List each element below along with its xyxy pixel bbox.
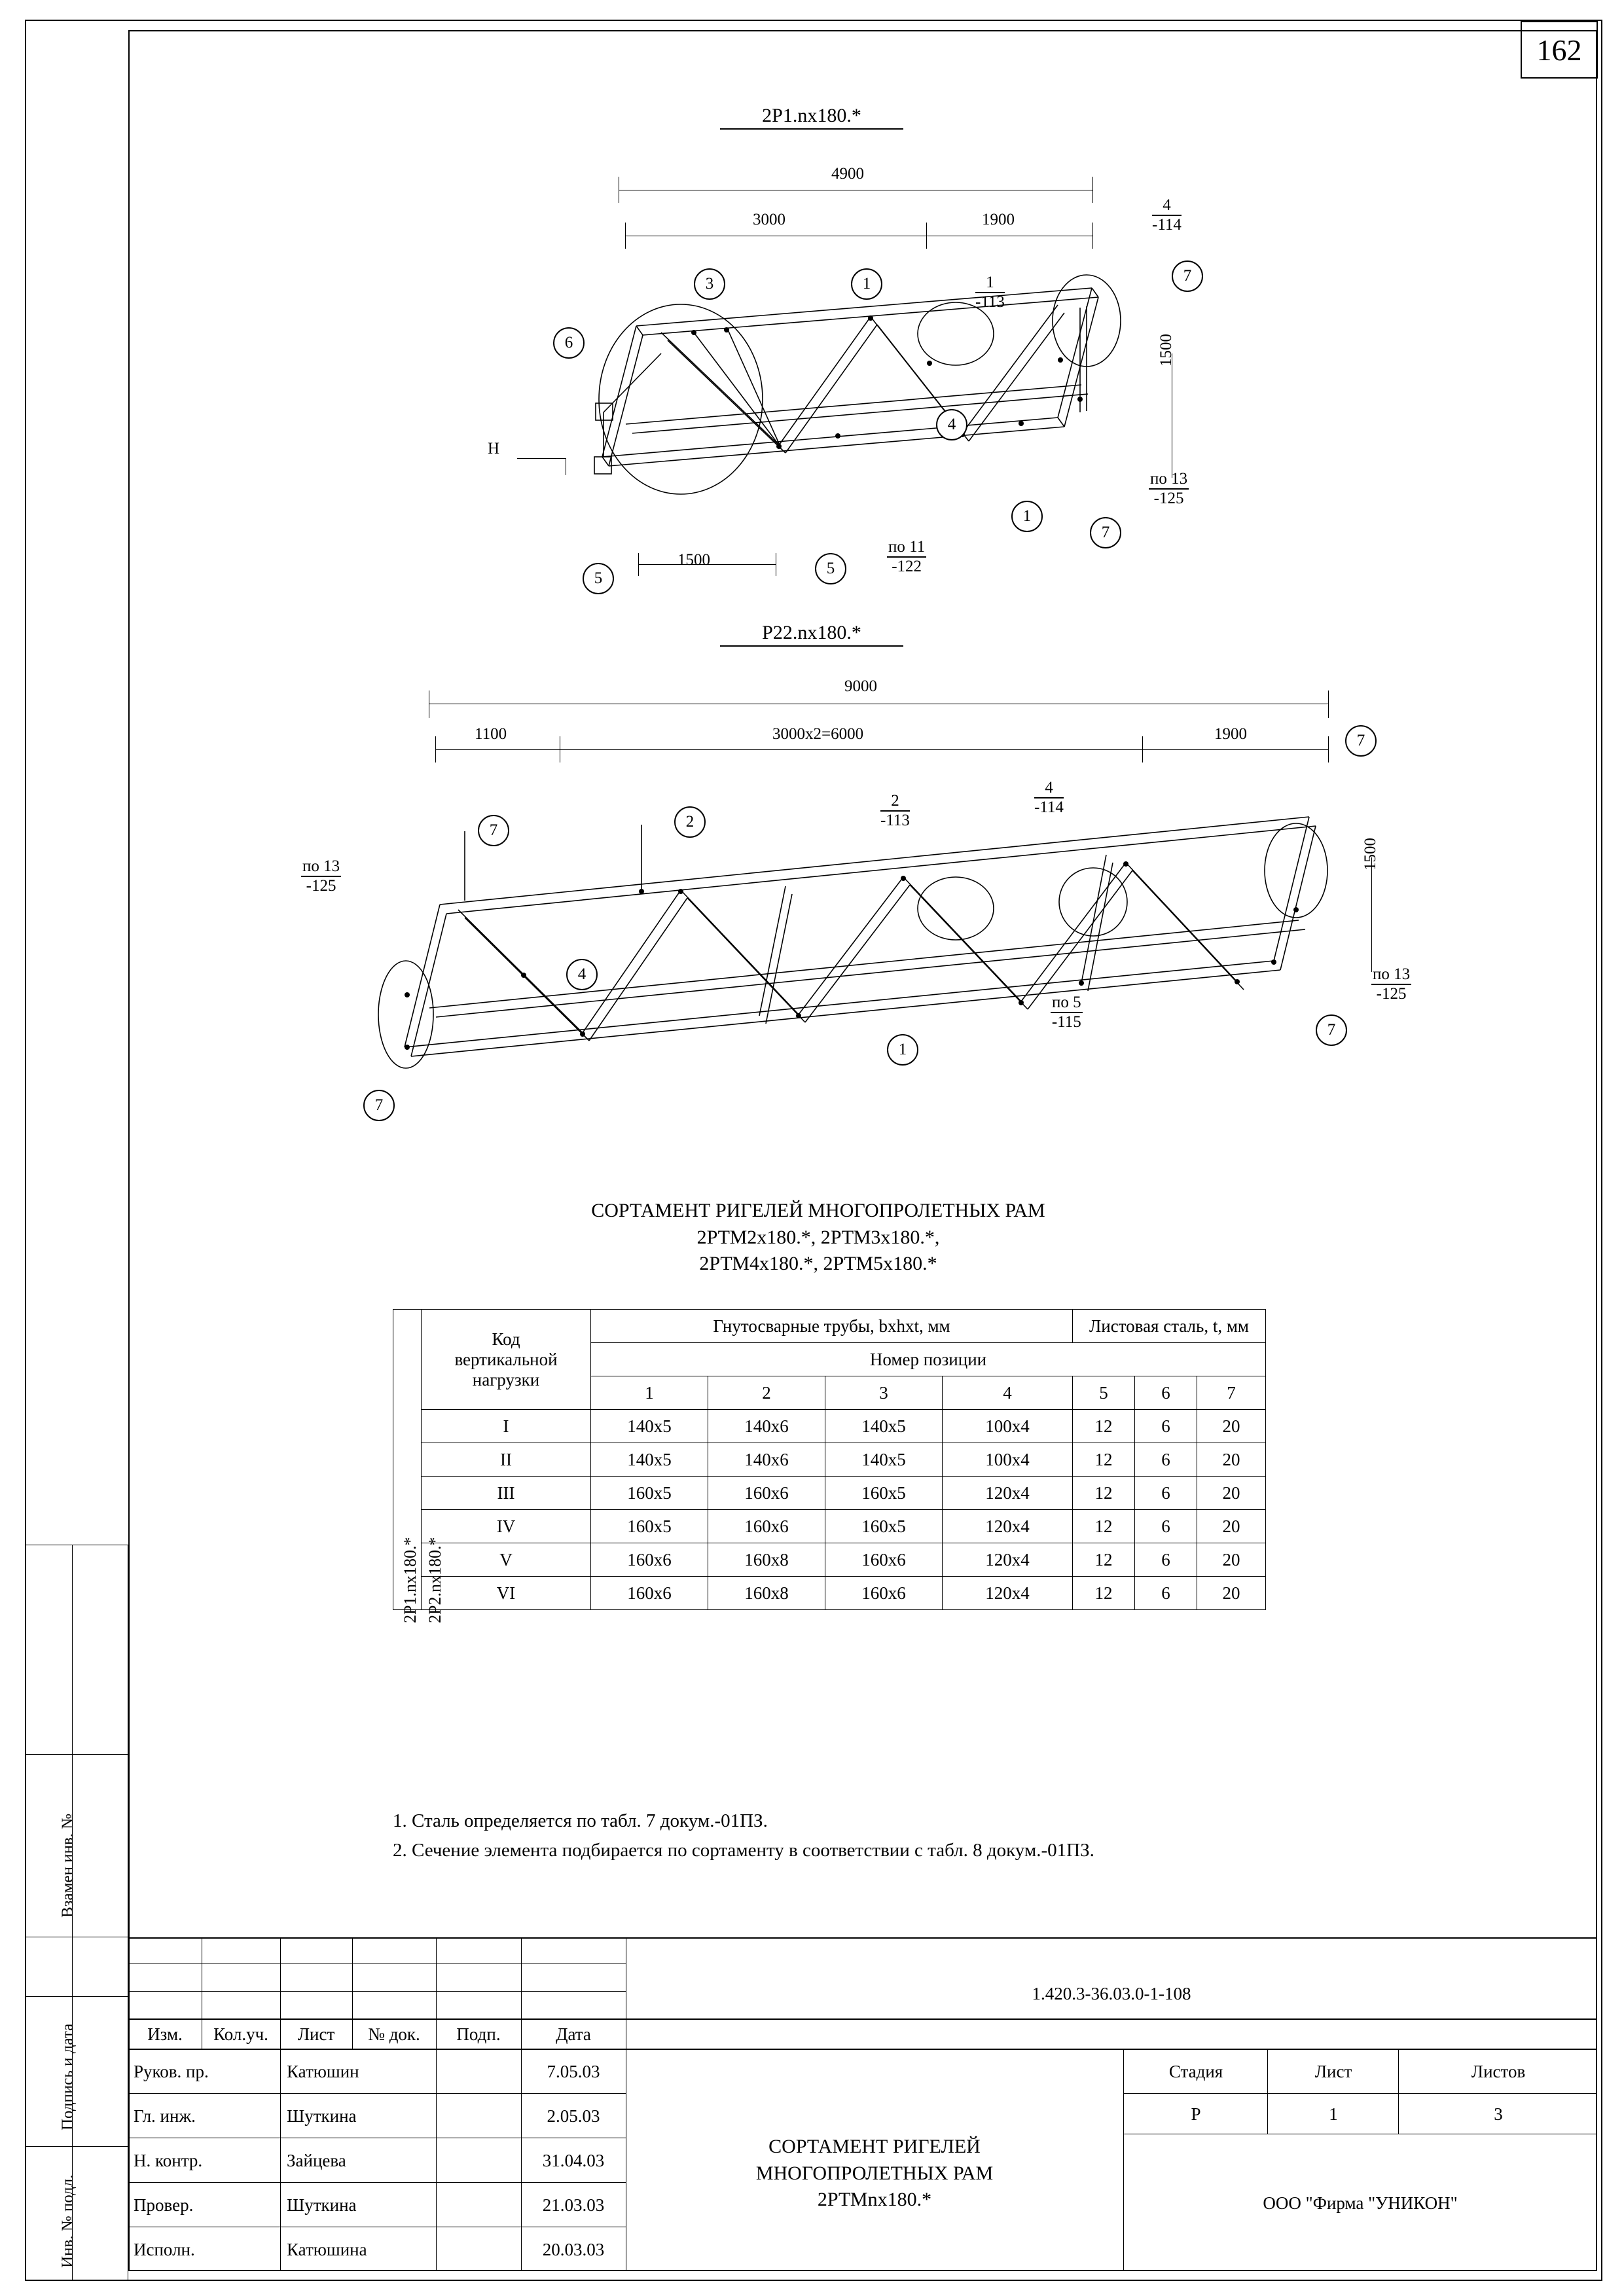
d1-leader-4-114: 4 -114 [1152, 196, 1182, 234]
sheet-number-box [1521, 21, 1598, 79]
row-code: I [422, 1410, 591, 1443]
drawing2-title: P22.nx180.* [720, 622, 903, 647]
stamp-doc-code: 1.420.3-36.03.0-1-108 [1032, 1983, 1191, 2003]
d1-bubble-6: 6 [553, 327, 585, 359]
cell: 140х6 [708, 1410, 825, 1443]
cell: 160х6 [708, 1510, 825, 1543]
cell: 160х5 [591, 1477, 708, 1510]
d1-dim-total: 4900 [831, 165, 864, 183]
stamp-doc-title-l1: СОРТАМЕНТ РИГЕЛЕЙ [768, 2136, 981, 2157]
table-col-4: 4 [943, 1376, 1073, 1410]
stamp-listov-header: Листов [1471, 2061, 1526, 2081]
cell: 120х4 [943, 1543, 1073, 1577]
stamp-stage-v1 [1267, 2049, 1268, 2134]
row-code: V [422, 1543, 591, 1577]
d1-leader-1-113: 1 -113 [975, 274, 1005, 311]
cell: 140х5 [825, 1443, 943, 1477]
d1-dim-sub-tick-l [625, 223, 626, 249]
cell: 6 [1135, 1577, 1197, 1610]
d1-bubble-4: 4 [936, 409, 967, 440]
cell: 6 [1135, 1510, 1197, 1543]
stamp-col-koluch: Кол.уч. [213, 2024, 268, 2044]
drawing2-truss [367, 785, 1414, 1152]
stamp-doc-title-l2: МНОГОПРОЛЕТНЫХ РАМ [755, 2162, 994, 2184]
stamp-col-izm: Изм. [147, 2024, 183, 2044]
stamp-doc-title [626, 2134, 1123, 2214]
cell: 12 [1073, 1410, 1135, 1443]
sortament-title-line3: 2РТМ4х180.*, 2РТМ5х180.* [699, 1253, 937, 1274]
cell: 12 [1073, 1577, 1135, 1610]
table-col-2: 2 [708, 1376, 825, 1410]
cell: 20 [1197, 1543, 1266, 1577]
cell: 160х5 [591, 1510, 708, 1543]
d1-marker-H-line [517, 458, 566, 459]
cell: 160х6 [825, 1543, 943, 1577]
stamp-doc-title-l3: 2РТМnх180.* [817, 2189, 932, 2210]
d2-bubble-2: 2 [674, 806, 706, 838]
row-code: VI [422, 1577, 591, 1610]
stamp-col-data: Дата [556, 2024, 591, 2044]
sortament-title [393, 1198, 1244, 1278]
row-code: III [422, 1477, 591, 1510]
d1-dim-right: 1900 [982, 211, 1015, 228]
cell: 12 [1073, 1510, 1135, 1543]
stamp-date-5: 20.03.03 [542, 2239, 605, 2259]
stamp-col-ndok: № док. [368, 2024, 420, 2044]
d1-dim-sub-tick-m [926, 223, 927, 249]
cell: 140х5 [591, 1410, 708, 1443]
d2-dim-sub-t4 [1328, 736, 1329, 762]
d2-bubble-1: 1 [887, 1034, 918, 1066]
stamp-date-3: 31.04.03 [542, 2150, 605, 2170]
d2-bubble-7-bottomleft: 7 [363, 1090, 395, 1121]
stamp-date-4: 21.03.03 [542, 2195, 605, 2215]
d2-dim-height: 1500 [1362, 838, 1379, 870]
row-code: II [422, 1443, 591, 1477]
cell: 140х5 [591, 1443, 708, 1477]
sortament-title-line2: 2РТМ2х180.*, 2РТМ3х180.*, [696, 1226, 940, 1248]
d1-dim-height: 1500 [1157, 334, 1175, 367]
cell: 20 [1197, 1510, 1266, 1543]
cell: 20 [1197, 1477, 1266, 1510]
cell: 140х5 [825, 1410, 943, 1443]
drawing1-title: 2P1.nx180.* [720, 105, 903, 130]
stamp-date-1: 7.05.03 [547, 2061, 600, 2081]
cell: 20 [1197, 1443, 1266, 1477]
d1-leader-po13-125: по 13 -125 [1150, 470, 1188, 507]
table-row [393, 1543, 1266, 1577]
cell: 160х5 [825, 1510, 943, 1543]
d2-leader-4-114: 4 -114 [1034, 779, 1064, 816]
d2-leader-po13-right: по 13 -125 [1373, 965, 1411, 1003]
title-block [128, 1937, 1597, 2271]
table-header-pipes: Гнутосварные трубы, bxhxt, мм [591, 1310, 1073, 1343]
table-col-6: 6 [1135, 1376, 1197, 1410]
table-row [393, 1577, 1266, 1610]
table-side-label-text2: 2Р2.nх180.* [425, 1537, 444, 1623]
label-podpis-data: Подпись и дата [59, 2023, 77, 2130]
stamp-grid-h2 [128, 1991, 626, 1992]
note-1: 1. Сталь определяется по табл. 7 докум.-01ПЗ. [393, 1810, 768, 1831]
cell: 6 [1135, 1443, 1197, 1477]
d2-dim-middle: 3000х2=6000 [772, 725, 864, 743]
row-code: IV [422, 1510, 591, 1543]
cell: 140х6 [708, 1443, 825, 1477]
label-inv-podl: Инв. № подл. [59, 2174, 77, 2268]
table-header-code: Код вертикальной нагрузки [422, 1310, 591, 1410]
d2-dim-total: 9000 [844, 677, 877, 695]
stamp-stage-header: Стадия [1168, 2061, 1223, 2081]
stamp-role-3: Н. контр. [134, 2150, 203, 2170]
cell: 160х8 [708, 1543, 825, 1577]
table-row [393, 1443, 1266, 1477]
cell: 6 [1135, 1543, 1197, 1577]
d2-leader-2-113: 2 -113 [880, 792, 910, 829]
d1-bubble-5b: 5 [815, 553, 846, 584]
cell: 120х4 [943, 1577, 1073, 1610]
stamp-stage-value: Р [1191, 2104, 1201, 2124]
stamp-list-value: 1 [1329, 2104, 1338, 2124]
d1-marker-H: H [488, 440, 500, 457]
cell: 6 [1135, 1410, 1197, 1443]
stamp-name-3: Зайцева [287, 2150, 346, 2170]
cell: 100х4 [943, 1410, 1073, 1443]
table-row [393, 1477, 1266, 1510]
cell: 160х6 [591, 1577, 708, 1610]
d2-leader-po13-left: по 13 -125 [302, 857, 340, 895]
stamp-name-5: Катюшина [287, 2239, 367, 2259]
d1-bubble-7b: 7 [1090, 517, 1121, 548]
table-side-label-text: 2Р1.nх180.* [401, 1537, 420, 1623]
stamp-sig-h3 [128, 2182, 626, 2183]
d2-leader-po5-115: по 5 -115 [1051, 994, 1081, 1031]
table-col-1: 1 [591, 1376, 708, 1410]
d2-bubble-7-topright: 7 [1345, 725, 1377, 757]
cell: 12 [1073, 1443, 1135, 1477]
stamp-role-4: Провер. [134, 2195, 194, 2215]
cell: 160х6 [708, 1477, 825, 1510]
stamp-stage-v2 [1398, 2049, 1399, 2134]
sortament-table [393, 1309, 1266, 1610]
d2-dim-right: 1900 [1214, 725, 1247, 743]
cell: 20 [1197, 1410, 1266, 1443]
stamp-sig-h1 [128, 2093, 626, 2094]
d1-dim-left: 3000 [753, 211, 785, 228]
d1-bubble-5a: 5 [583, 563, 614, 594]
d2-bubble-7-left: 7 [478, 815, 509, 846]
cell: 12 [1073, 1477, 1135, 1510]
d1-bubble-1a: 1 [851, 268, 882, 300]
d2-dim-sub-t3 [1142, 736, 1143, 762]
stamp-role-2: Гл. инж. [134, 2106, 196, 2126]
d2-dim-sub-t1 [435, 736, 436, 762]
sortament-title-line1: СОРТАМЕНТ РИГЕЛЕЙ МНОГОПРОЛЕТНЫХ РАМ [591, 1200, 1045, 1221]
stamp-top-border [128, 1937, 1597, 1939]
d1-bubble-1b: 1 [1011, 501, 1043, 532]
table-col-5: 5 [1073, 1376, 1135, 1410]
stamp-role-1: Руков. пр. [134, 2061, 209, 2081]
stamp-role-5: Исполн. [134, 2239, 195, 2259]
cell: 100х4 [943, 1443, 1073, 1477]
note-2: 2. Сечение элемента подбирается по сортаменту в соответствии с табл. 8 докум.-01ПЗ. [393, 1839, 1094, 1861]
cell: 120х4 [943, 1510, 1073, 1543]
cell: 120х4 [943, 1477, 1073, 1510]
stamp-list-header: Лист [1314, 2061, 1352, 2081]
d1-bubble-7a: 7 [1172, 260, 1203, 292]
cell: 160х8 [708, 1577, 825, 1610]
d1-leader-po11-122: по 11 -122 [888, 538, 926, 575]
stamp-listov-value: 3 [1494, 2104, 1503, 2124]
stamp-col-podp: Подп. [456, 2024, 501, 2044]
cell: 12 [1073, 1543, 1135, 1577]
sheet-number: 162 [1536, 33, 1582, 67]
d2-dim-sub-line [435, 749, 1329, 750]
stamp-stage-h1 [1123, 2093, 1597, 2094]
d1-dim-total-tick-r [1092, 177, 1093, 203]
label-vzamen-inv: Взамен инв. № [59, 1813, 77, 1918]
stamp-date-2: 2.05.03 [547, 2106, 600, 2126]
d2-dim-total-tick-r [1328, 691, 1329, 718]
notes-block [393, 1806, 1094, 1865]
stamp-name-4: Шуткина [287, 2195, 357, 2215]
stamp-company: ООО "Фирма "УНИКОН" [1263, 2193, 1458, 2213]
stamp-name-1: Катюшин [287, 2061, 359, 2081]
d2-bubble-7-rightlow: 7 [1316, 1014, 1347, 1046]
table-col-7: 7 [1197, 1376, 1266, 1410]
d2-bubble-4: 4 [566, 959, 598, 990]
cell: 160х6 [591, 1543, 708, 1577]
cell: 6 [1135, 1477, 1197, 1510]
table-col-3: 3 [825, 1376, 943, 1410]
d1-dim-sub-tick-r [1092, 223, 1093, 249]
stamp-col-list: Лист [297, 2024, 335, 2044]
d1-bubble-3: 3 [694, 268, 725, 300]
cell: 160х5 [825, 1477, 943, 1510]
cell: 160х6 [825, 1577, 943, 1610]
table-row [393, 1410, 1266, 1443]
d1-dim-bottom: 1500 [677, 551, 710, 569]
d2-dim-left: 1100 [475, 725, 507, 743]
stamp-name-2: Шуткина [287, 2106, 357, 2126]
cell: 20 [1197, 1577, 1266, 1610]
table-row [393, 1510, 1266, 1543]
table-header-sheet-steel: Листовая сталь, t, мм [1073, 1310, 1266, 1343]
table-header-position: Номер позиции [591, 1343, 1266, 1376]
